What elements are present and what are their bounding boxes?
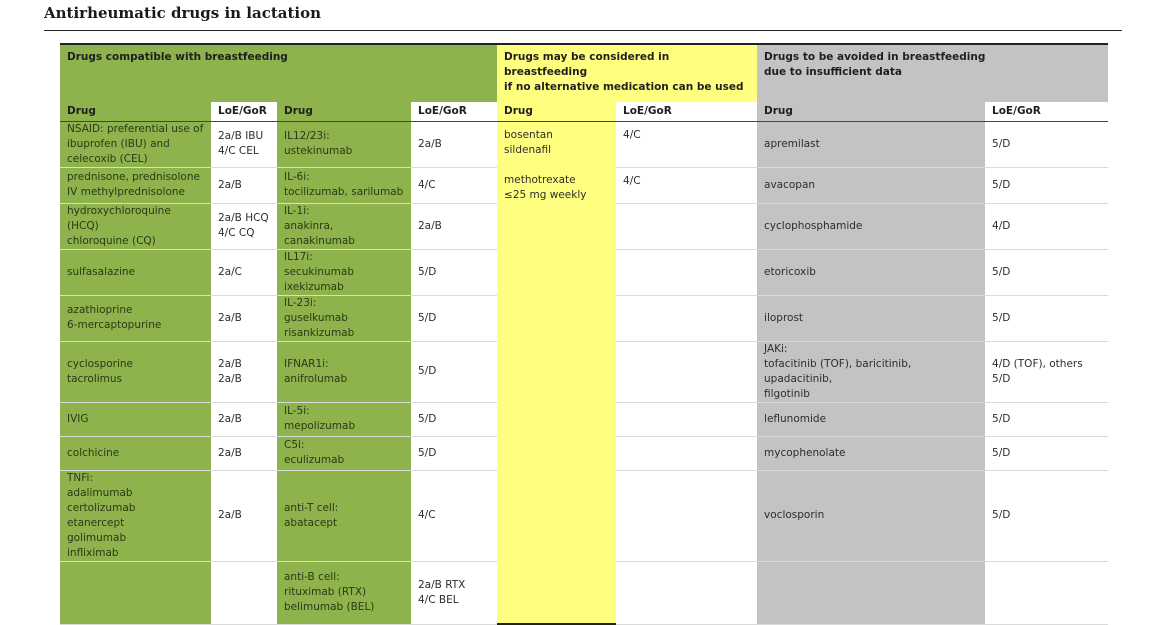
group-compatible (60, 44, 497, 102)
table-row (60, 561, 1108, 624)
cell-text-line: 2a/B (218, 357, 242, 370)
cell-text-line: belimumab (BEL) (284, 601, 375, 613)
table-row (60, 470, 1108, 561)
cell-text-line: etanercept (67, 516, 125, 529)
group-considered-line2: if no alternative medication can be used (504, 81, 744, 93)
cell-text-line: 2a/B (218, 509, 242, 521)
cell-text-line: 6-mercaptopurine (67, 319, 162, 331)
avoided-drug-cell (757, 121, 985, 167)
cell-text-line: IFNAR1i: (284, 357, 329, 370)
table-row (60, 121, 1108, 167)
compatible-biologic-loe-cell (411, 295, 497, 341)
compatible-loe-cell (211, 402, 277, 436)
compatible-biologic-cell (277, 249, 411, 295)
cell-text-line: 4/C CEL (218, 145, 259, 157)
cell-text-line: colchicine (67, 446, 120, 459)
avoided-drug-cell (757, 341, 985, 402)
considered-drug-cell (497, 341, 616, 402)
cell-text-line: 5/D (992, 509, 1011, 521)
cell-text-line: ibuprofen (IBU) and (67, 137, 170, 150)
cell-text-line: 2a/B (218, 311, 242, 324)
cell-text-line: 5/D (418, 311, 437, 324)
cell-text-line: risankizumab (284, 326, 355, 339)
cell-text-line: NSAID: preferential use of (67, 122, 204, 135)
cell-text-line: 4/D (TOF), others 5/D (992, 357, 1083, 385)
cell-text-line: anti-T cell: (284, 501, 339, 514)
avoided-loe-cell (985, 341, 1108, 402)
cell-text-line: sildenafil (504, 143, 552, 156)
considered-loe-cell (616, 167, 757, 203)
considered-drug-cell (497, 470, 616, 561)
considered-loe-cell (616, 249, 757, 295)
compatible-loe-cell (211, 470, 277, 561)
cell-text-line: hydroxychloroquine (HCQ) (67, 204, 171, 232)
compatible-loe-cell (211, 561, 277, 624)
cell-text-line: tofacitinib (TOF), baricitinib, upadacitinib, (764, 357, 912, 385)
cell-text-line: IL-23i: (284, 296, 317, 309)
cell-text-line: 2a/B (218, 446, 242, 459)
cell-text-line: 5/D (992, 265, 1011, 278)
considered-loe-cell (616, 121, 757, 167)
considered-drug-cell (497, 249, 616, 295)
compatible-biologic-loe-cell (411, 167, 497, 203)
compatible-drug-cell (60, 121, 211, 167)
cell-text-line: IVIG (67, 412, 89, 425)
avoided-drug-cell (757, 436, 985, 470)
header-loe: LoE/GoR (211, 102, 277, 121)
avoided-loe-cell (985, 249, 1108, 295)
compatible-drug-cell (60, 295, 211, 341)
header-drug: Drug (497, 102, 616, 121)
group-considered (497, 44, 757, 102)
cell-text-line: mepolizumab (284, 420, 356, 432)
avoided-loe-cell (985, 402, 1108, 436)
compatible-loe-cell (211, 436, 277, 470)
cell-text-line: IL-1i: (284, 204, 310, 217)
avoided-loe-cell (985, 121, 1108, 167)
cell-text-line: ixekizumab (284, 280, 344, 293)
cell-text-line: methotrexate (504, 174, 576, 186)
header-drug: Drug (60, 102, 211, 121)
cell-text-line: IL17i: (284, 250, 313, 263)
avoided-drug-cell (757, 402, 985, 436)
table-row (60, 295, 1108, 341)
table-row (60, 249, 1108, 295)
cell-text-line: anakinra, canakinumab (284, 219, 355, 247)
cell-text-line: 2a/B (218, 412, 242, 425)
column-header-row (60, 102, 1108, 121)
avoided-loe-cell (985, 167, 1108, 203)
cell-text-line: 4/C (418, 509, 436, 521)
considered-loe-cell (616, 561, 757, 624)
cell-text-line: 2a/B (218, 178, 242, 191)
cell-text-line: 5/D (992, 137, 1011, 150)
considered-drug-cell (497, 167, 616, 203)
cell-text-line: anti-B cell: (284, 571, 340, 583)
cell-text-line: chloroquine (CQ) (67, 234, 156, 247)
cell-text-line: prednisone, prednisolone (67, 171, 200, 183)
compatible-loe-cell (211, 295, 277, 341)
compatible-loe-cell (211, 167, 277, 203)
group-header-row (60, 44, 1108, 102)
cell-text-line: sulfasalazine (67, 265, 135, 278)
avoided-loe-cell (985, 203, 1108, 249)
cell-text-line: 4/C CQ (218, 227, 255, 239)
avoided-loe-cell (985, 470, 1108, 561)
header-loe: LoE/GoR (616, 102, 757, 121)
cell-text-line: anifrolumab (284, 372, 348, 385)
cell-text-line: 4/C (623, 174, 641, 187)
cell-text-line: 2a/B (418, 137, 442, 150)
group-avoided-line2: due to insufficient data (764, 66, 902, 78)
table-row (60, 436, 1108, 470)
considered-loe-cell (616, 436, 757, 470)
compatible-drug-cell (60, 402, 211, 436)
compatible-biologic-cell (277, 341, 411, 402)
cell-text-line: IL-6i: (284, 171, 310, 183)
cell-text-line: guselkumab (284, 311, 348, 324)
avoided-drug-cell (757, 203, 985, 249)
cell-text-line: 5/D (992, 412, 1011, 425)
considered-drug-cell (497, 402, 616, 436)
cell-text-line: 5/D (418, 446, 437, 459)
considered-loe-cell (616, 341, 757, 402)
cell-text-line: ≤25 mg weekly (504, 189, 587, 201)
cell-text-line: iloprost (764, 311, 804, 324)
considered-drug-cell (497, 561, 616, 624)
compatible-biologic-cell (277, 203, 411, 249)
cell-text-line: 4/C BEL (418, 593, 459, 606)
cell-text-line: IL-5i: (284, 405, 310, 417)
considered-drug-cell (497, 121, 616, 167)
lactation-drug-table (60, 43, 1108, 625)
cell-text-line: 2a/C (218, 265, 242, 278)
cell-text-line: 4/C (623, 128, 641, 141)
compatible-loe-cell (211, 203, 277, 249)
cell-text-line: ustekinumab (284, 145, 353, 157)
cell-text-line: 2a/B HCQ (218, 212, 269, 224)
compatible-biologic-cell (277, 402, 411, 436)
compatible-biologic-cell (277, 295, 411, 341)
considered-loe-cell (616, 295, 757, 341)
group-considered-line1: Drugs may be considered in breastfeeding (504, 51, 670, 78)
cell-text-line: tacrolimus (67, 372, 123, 385)
header-loe: LoE/GoR (985, 102, 1108, 121)
compatible-drug-cell (60, 470, 211, 561)
compatible-drug-cell (60, 167, 211, 203)
page-title: Antirheumatic drugs in lactation (44, 4, 322, 22)
cell-text-line: C5i: (284, 439, 305, 451)
compatible-drug-cell (60, 436, 211, 470)
compatible-biologic-cell (277, 167, 411, 203)
compatible-drug-cell (60, 203, 211, 249)
compatible-biologic-loe-cell (411, 121, 497, 167)
cell-text-line: tocilizumab, sarilumab (284, 186, 404, 198)
cell-text-line: filgotinib (764, 387, 810, 400)
compatible-loe-cell (211, 121, 277, 167)
cell-text-line: 2a/B (218, 372, 242, 385)
cell-text-line: rituximab (RTX) (284, 586, 367, 598)
group-avoided (757, 44, 1108, 102)
compatible-biologic-loe-cell (411, 470, 497, 561)
compatible-biologic-cell (277, 436, 411, 470)
cell-text-line: 4/C (418, 178, 436, 191)
considered-drug-cell (497, 436, 616, 470)
compatible-biologic-cell (277, 121, 411, 167)
avoided-drug-cell (757, 249, 985, 295)
cell-text-line: voclosporin (764, 509, 825, 521)
table-row (60, 341, 1108, 402)
cell-text-line: adalimumab (67, 486, 133, 499)
cell-text-line: 2a/B IBU (218, 130, 264, 142)
compatible-biologic-cell (277, 561, 411, 624)
cell-text-line: bosentan (504, 128, 553, 141)
compatible-loe-cell (211, 341, 277, 402)
avoided-drug-cell (757, 561, 985, 624)
compatible-biologic-cell (277, 470, 411, 561)
avoided-loe-cell (985, 295, 1108, 341)
compatible-drug-cell (60, 561, 211, 624)
cell-text-line: certolizumab (67, 501, 136, 514)
avoided-drug-cell (757, 167, 985, 203)
compatible-drug-cell (60, 341, 211, 402)
cell-text-line: leflunomide (764, 412, 827, 425)
cell-text-line: cyclosporine (67, 357, 134, 370)
cell-text-line: 5/D (418, 265, 437, 278)
compatible-biologic-loe-cell (411, 402, 497, 436)
considered-loe-cell (616, 470, 757, 561)
cell-text-line: IV methylprednisolone (67, 186, 186, 198)
cell-text-line: golimumab (67, 531, 127, 544)
cell-text-line: infliximab (67, 546, 119, 559)
compatible-drug-cell (60, 249, 211, 295)
avoided-drug-cell (757, 295, 985, 341)
cell-text-line: secukinumab (284, 265, 354, 278)
table-row (60, 402, 1108, 436)
cell-text-line: azathioprine (67, 304, 133, 316)
compatible-biologic-loe-cell (411, 561, 497, 624)
cell-text-line: 2a/B RTX (418, 578, 466, 591)
cell-text-line: 5/D (418, 365, 437, 377)
cell-text-line: 2a/B (418, 219, 442, 232)
compatible-biologic-loe-cell (411, 249, 497, 295)
cell-text-line: 5/D (992, 311, 1011, 324)
considered-drug-cell (497, 295, 616, 341)
compatible-biologic-loe-cell (411, 203, 497, 249)
cell-text-line: IL12/23i: (284, 130, 330, 142)
cell-text-line: apremilast (764, 137, 820, 150)
cell-text-line: avacopan (764, 178, 816, 191)
cell-text-line: 5/D (992, 178, 1011, 191)
avoided-loe-cell (985, 436, 1108, 470)
cell-text-line: 5/D (992, 446, 1011, 459)
cell-text-line: 5/D (418, 412, 437, 425)
header-drug: Drug (277, 102, 411, 121)
title-rule (44, 30, 1122, 31)
cell-text-line: abatacept (284, 516, 338, 529)
compatible-biologic-loe-cell (411, 341, 497, 402)
avoided-drug-cell (757, 470, 985, 561)
considered-drug-cell (497, 203, 616, 249)
header-drug: Drug (757, 102, 985, 121)
cell-text-line: mycophenolate (764, 446, 846, 459)
considered-loe-cell (616, 402, 757, 436)
group-compatible-label: Drugs compatible with breastfeeding (67, 51, 288, 63)
cell-text-line: celecoxib (CEL) (67, 152, 148, 165)
avoided-loe-cell (985, 561, 1108, 624)
cell-text-line: JAKi: (764, 342, 788, 355)
compatible-biologic-loe-cell (411, 436, 497, 470)
cell-text-line: cyclophosphamide (764, 219, 863, 232)
compatible-loe-cell (211, 249, 277, 295)
cell-text-line: TNFi: (67, 471, 93, 484)
cell-text-line: eculizumab (284, 454, 345, 466)
header-loe: LoE/GoR (411, 102, 497, 121)
group-avoided-line1: Drugs to be avoided in breastfeeding (764, 51, 986, 63)
cell-text-line: etoricoxib (764, 265, 816, 278)
cell-text-line: 4/D (992, 219, 1011, 232)
table-row (60, 203, 1108, 249)
table-row (60, 167, 1108, 203)
considered-loe-cell (616, 203, 757, 249)
